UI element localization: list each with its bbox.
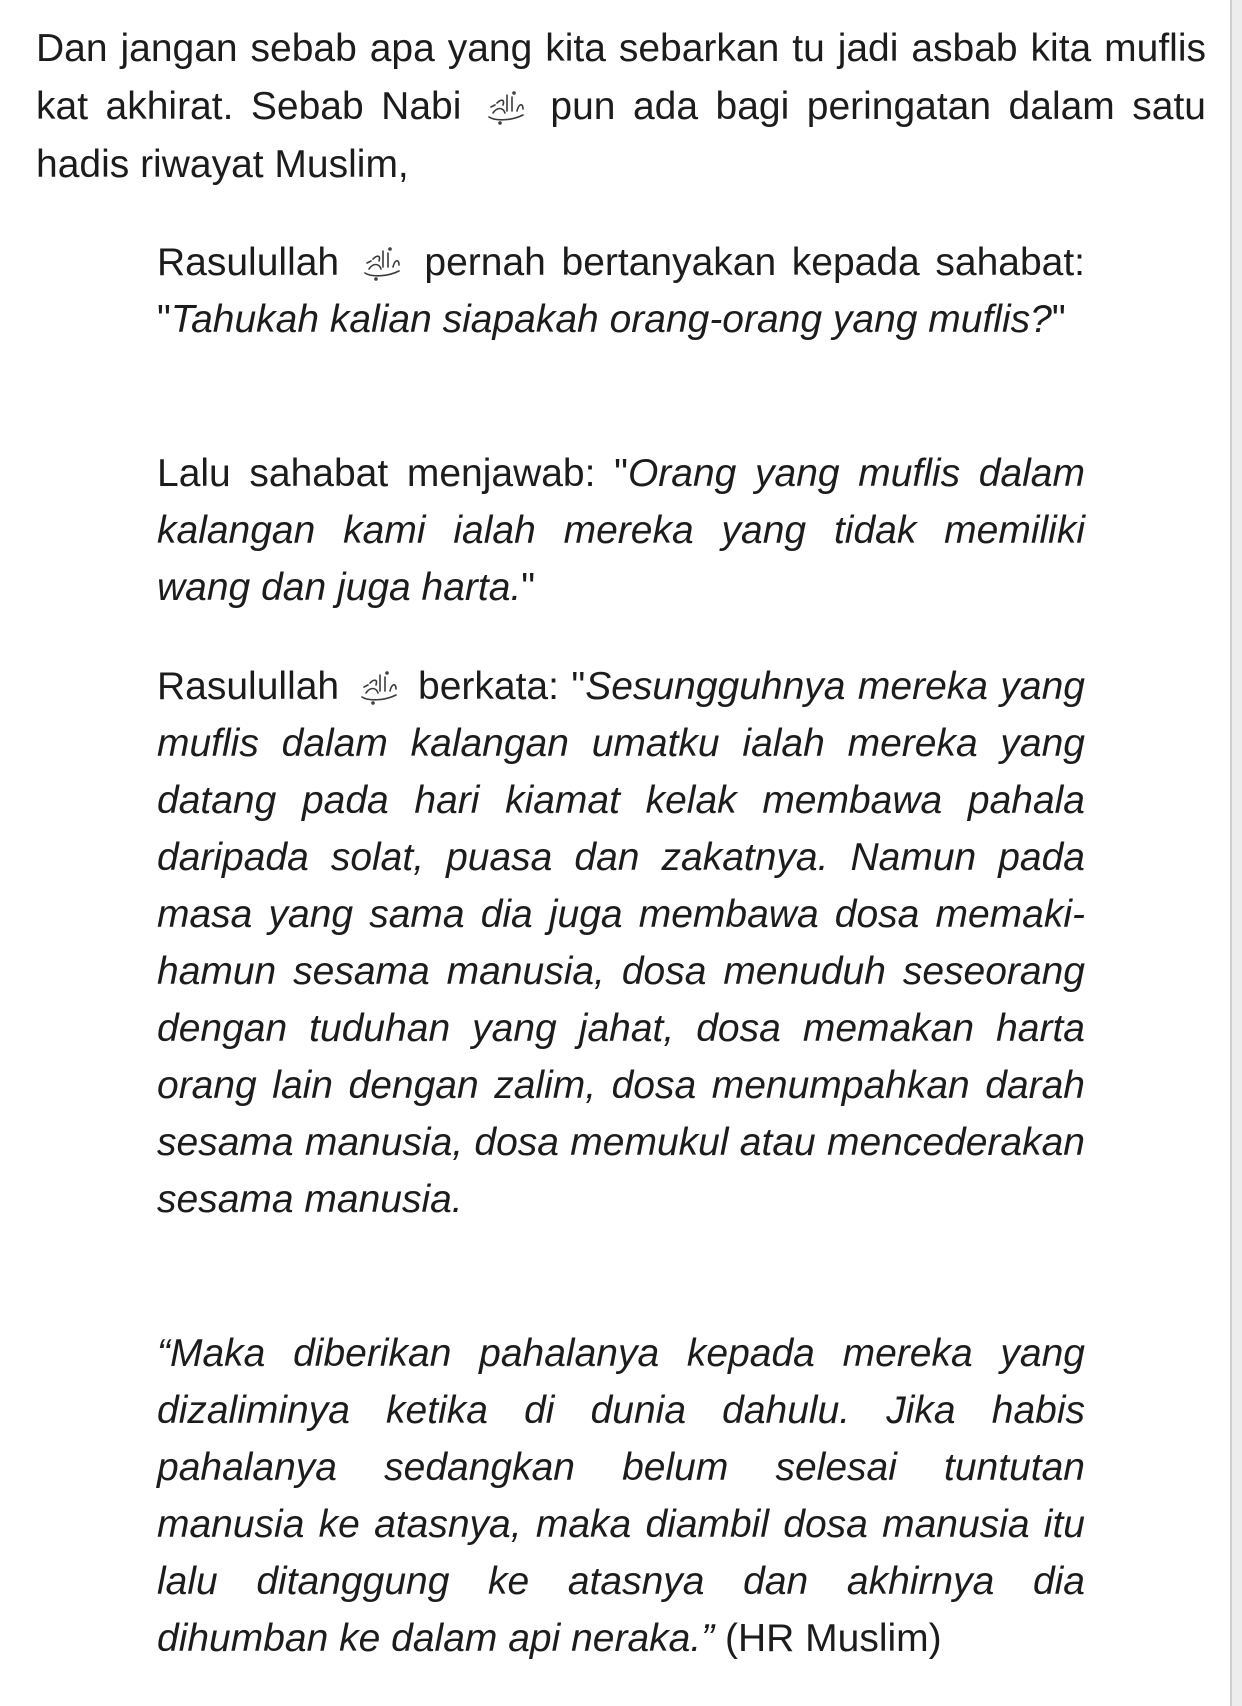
quote2-lead: Lalu sahabat menjawab: " xyxy=(157,452,628,495)
salawat-calligraphy-icon xyxy=(483,87,529,127)
quote3-mid: berkata: " xyxy=(418,665,586,708)
salawat-calligraphy-icon xyxy=(359,243,405,283)
hadith-question-paragraph xyxy=(157,234,1085,348)
quote1-mid: pernah bertanyakan kepada sahabat: " xyxy=(157,241,1086,341)
quote2-end: " xyxy=(521,566,536,609)
quote3-italic: Sesungguhnya mereka yang muflis dalam kalangan umatku ialah mereka yang datang pada hari kiamat kelak membawa pahala daripada solat, puasa dan zakatnya. Namun pada masa yang sama dia juga membawa dosa memaki-hamun sesama manusia, dosa menuduh seseorang dengan tuduhan yang jahat, dosa memakan harta orang lain dengan zalim, dosa menumpahkan darah sesama manusia, dosa memukul atau mencederakan sesama manusia. xyxy=(157,665,1085,1221)
salawat-calligraphy-icon xyxy=(356,667,402,707)
quote1-italic: Tahukah kalian siapakah orang-orang yang muflis? xyxy=(170,298,1052,341)
quote4-italic: “Maka diberikan pahalanya kepada mereka yang dizaliminya ketika di dunia dahulu. Jika habis pahalanya sedangkan belum selesai tuntutan manusia ke atasnya, maka diambil dosa manusia itu lalu ditanggung ke atasnya dan akhirnya dia dihumban ke dalam api neraka.” xyxy=(157,1332,1085,1660)
hadith-conclusion-paragraph xyxy=(157,1325,1085,1667)
intro-text-part2: pun ada bagi peringatan dalam satu hadis riwayat Muslim, xyxy=(36,85,1206,186)
prophet-reply-paragraph xyxy=(157,658,1085,1228)
hadith-source: (HR Muslim) xyxy=(725,1617,942,1660)
quote2-italic: Orang yang muflis dalam kalangan kami ialah mereka yang tidak memiliki wang dan juga harta. xyxy=(157,452,1085,609)
quote1-end: " xyxy=(1051,298,1066,341)
quote1-lead: Rasulullah xyxy=(157,241,340,284)
intro-text-part1: Dan jangan sebab apa yang kita sebarkan tu jadi asbab kita muflis kat akhirat. Sebab Nabi xyxy=(36,27,1206,128)
quote3-lead: Rasulullah xyxy=(157,665,340,708)
companions-answer-paragraph xyxy=(157,445,1085,616)
intro-paragraph xyxy=(36,20,1206,194)
